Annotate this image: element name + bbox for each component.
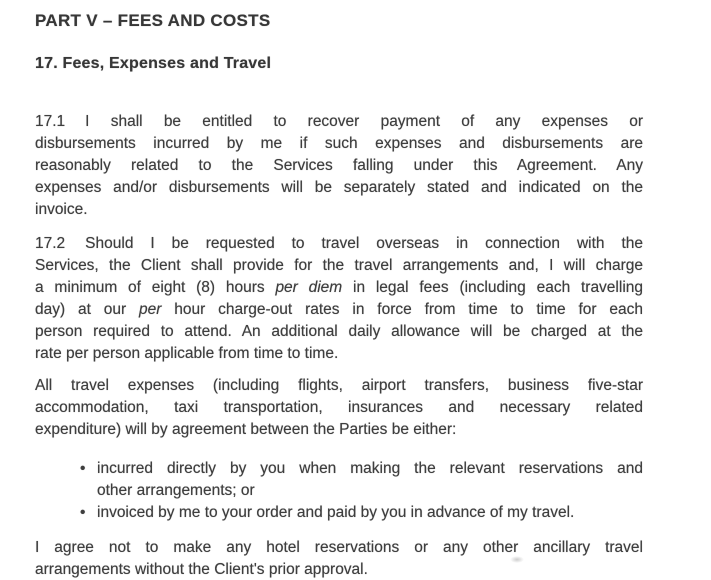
text-line: incurred directly by you when making the relevant reservations and (97, 460, 643, 477)
line-text: Should I be requested to travel overseas in connection with the (85, 235, 643, 252)
text-line (35, 233, 643, 255)
clause-17-2-paragraph (35, 233, 643, 365)
bullet-item (35, 458, 643, 502)
text-line: I agree not to make any hotel reservations or any other ancillary travel (35, 539, 643, 556)
line-text: a minimum of eight (8) hours (35, 279, 276, 296)
text-line: All travel expenses (including flights, airport transfers, business five-star (35, 377, 643, 394)
scan-smudge (510, 556, 524, 563)
bullet-icon: • (80, 504, 86, 521)
line-text: day) at our (35, 301, 140, 318)
latin-term-per-diem: per diem (275, 279, 343, 296)
latin-term-per: per (139, 301, 162, 318)
text-line: other arrangements; or (97, 482, 255, 499)
text-line: arrangements without the Client's prior approval. (35, 561, 368, 578)
text-line: rate per person applicable from time to time. (35, 345, 339, 362)
clause-number: 17.1 (35, 113, 66, 130)
text-line: disbursements incurred by me if such expenses and disbursements are (35, 135, 643, 152)
closing-paragraph (35, 537, 643, 580)
text-line: person required to attend. An additional daily allowance will be charged at the (35, 323, 643, 340)
line-text: in legal fees (including each travelling (342, 279, 644, 296)
line-text: hour charge-out rates in force from time to time for each (161, 301, 643, 318)
clause-number: 17.2 (35, 235, 66, 252)
clause-17-1-paragraph (35, 111, 643, 221)
bullet-text (97, 458, 643, 502)
part-heading: PART V – FEES AND COSTS (35, 11, 271, 30)
text-line: accommodation, taxi transportation, insurances and necessary related (35, 399, 643, 416)
travel-expenses-paragraph (35, 375, 643, 441)
payment-options-bullet-list (35, 458, 643, 524)
line-text: I shall be entitled to recover payment of any expenses or (85, 113, 643, 130)
text-line: expenditure) will by agreement between the Parties be either: (35, 421, 457, 438)
text-line: expenses and/or disbursements will be separately stated and indicated on the (35, 179, 643, 196)
text-line: reasonably related to the Services falling under this Agreement. Any (35, 157, 643, 174)
text-line: Services, the Client shall provide for the travel arrangements and, I will charge (35, 257, 643, 274)
text-line: invoiced by me to your order and paid by you in advance of my travel. (97, 504, 575, 521)
text-line: invoice. (35, 201, 88, 218)
text-line (35, 277, 643, 299)
bullet-icon: • (80, 460, 86, 477)
text-line (35, 111, 643, 133)
bullet-text (97, 502, 643, 524)
text-line (35, 299, 643, 321)
section-heading: 17. Fees, Expenses and Travel (35, 55, 272, 72)
bullet-item (35, 502, 643, 524)
